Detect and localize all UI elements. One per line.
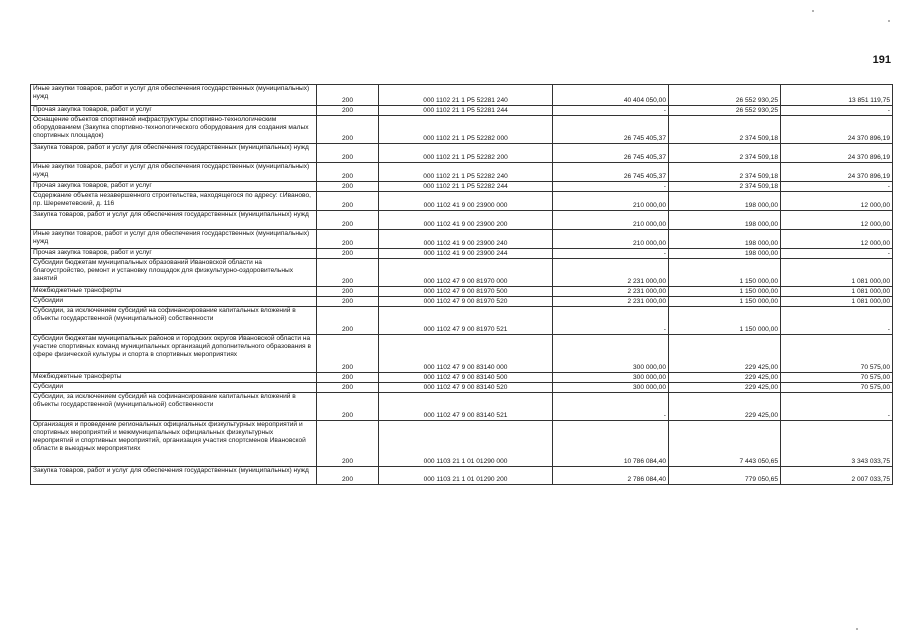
row-name: Иные закупки товаров, работ и услуг для обеспечения государственных (муниципальных) нужд xyxy=(31,163,317,182)
scan-speck xyxy=(856,628,858,630)
row-unexecuted-amount: 70 575,00 xyxy=(781,383,893,393)
row-approved-amount: - xyxy=(553,182,669,192)
row-unexecuted-amount: - xyxy=(781,307,893,335)
row-name: Межбюджетные трансферты xyxy=(31,373,317,383)
row-classification-code: 000 1102 21 1 P5 52282 244 xyxy=(379,182,553,192)
row-vr-code: 200 xyxy=(317,467,379,485)
row-executed-amount: 229 425,00 xyxy=(669,335,781,373)
row-vr-code: 200 xyxy=(317,383,379,393)
row-unexecuted-amount: - xyxy=(781,393,893,421)
row-executed-amount: 1 150 000,00 xyxy=(669,287,781,297)
table-row xyxy=(31,182,893,192)
row-approved-amount: 300 000,00 xyxy=(553,373,669,383)
row-name: Содержание объекта незавершенного строительства, находящегося по адресу: г.Иваново, пр. Шереметевский, д. 116 xyxy=(31,192,317,211)
table-row xyxy=(31,144,893,163)
row-unexecuted-amount: 70 575,00 xyxy=(781,373,893,383)
row-classification-code: 000 1102 41 9 00 23900 200 xyxy=(379,211,553,230)
row-executed-amount: 1 150 000,00 xyxy=(669,297,781,307)
row-vr-code: 200 xyxy=(317,192,379,211)
row-unexecuted-amount: 1 081 000,00 xyxy=(781,297,893,307)
row-executed-amount: 1 150 000,00 xyxy=(669,259,781,287)
row-vr-code: 200 xyxy=(317,85,379,106)
row-executed-amount: 2 374 509,18 xyxy=(669,144,781,163)
row-name: Закупка товаров, работ и услуг для обеспечения государственных (муниципальных) нужд xyxy=(31,211,317,230)
row-vr-code: 200 xyxy=(317,259,379,287)
page-number: 191 xyxy=(872,54,891,66)
row-executed-amount: 198 000,00 xyxy=(669,211,781,230)
row-vr-code: 200 xyxy=(317,249,379,259)
row-executed-amount: 198 000,00 xyxy=(669,192,781,211)
row-classification-code: 000 1103 21 1 01 01290 000 xyxy=(379,421,553,467)
row-approved-amount: 10 786 084,40 xyxy=(553,421,669,467)
row-vr-code: 200 xyxy=(317,287,379,297)
row-unexecuted-amount: 12 000,00 xyxy=(781,230,893,249)
row-classification-code: 000 1102 47 9 00 83140 500 xyxy=(379,373,553,383)
table-row xyxy=(31,393,893,421)
scan-speck xyxy=(888,20,890,22)
row-executed-amount: 198 000,00 xyxy=(669,230,781,249)
table-row xyxy=(31,383,893,393)
row-classification-code: 000 1102 41 9 00 23900 244 xyxy=(379,249,553,259)
row-approved-amount: 300 000,00 xyxy=(553,335,669,373)
table-row xyxy=(31,373,893,383)
row-unexecuted-amount: - xyxy=(781,249,893,259)
row-vr-code: 200 xyxy=(317,307,379,335)
row-name: Прочая закупка товаров, работ и услуг xyxy=(31,182,317,192)
row-approved-amount: 210 000,00 xyxy=(553,230,669,249)
row-classification-code: 000 1102 47 9 00 83140 520 xyxy=(379,383,553,393)
row-approved-amount: 2 786 084,40 xyxy=(553,467,669,485)
table-row xyxy=(31,335,893,373)
table-row xyxy=(31,85,893,106)
row-unexecuted-amount: 24 370 896,19 xyxy=(781,144,893,163)
row-executed-amount: 26 552 930,25 xyxy=(669,85,781,106)
row-classification-code: 000 1102 41 9 00 23900 240 xyxy=(379,230,553,249)
row-name: Иные закупки товаров, работ и услуг для обеспечения государственных (муниципальных) нужд xyxy=(31,230,317,249)
row-executed-amount: 229 425,00 xyxy=(669,393,781,421)
row-unexecuted-amount: 12 000,00 xyxy=(781,192,893,211)
row-classification-code: 000 1102 47 9 00 83140 521 xyxy=(379,393,553,421)
row-classification-code: 000 1102 21 1 P5 52282 200 xyxy=(379,144,553,163)
table-row xyxy=(31,192,893,211)
row-unexecuted-amount: - xyxy=(781,106,893,116)
row-executed-amount: 2 374 509,18 xyxy=(669,163,781,182)
row-approved-amount: 26 745 405,37 xyxy=(553,144,669,163)
table-row xyxy=(31,259,893,287)
row-name: Организация и проведение региональных официальных физкультурных мероприятий и спортивных мероприятий и межмуниципальных официальных физкультурных мероприятий и спортивных мероприятий, организация участия спортсменов Ивановской области в выездных мероприятиях xyxy=(31,421,317,467)
row-approved-amount: - xyxy=(553,106,669,116)
row-vr-code: 200 xyxy=(317,393,379,421)
row-unexecuted-amount: 1 081 000,00 xyxy=(781,259,893,287)
row-classification-code: 000 1102 47 9 00 81970 500 xyxy=(379,287,553,297)
row-executed-amount: 229 425,00 xyxy=(669,373,781,383)
row-name: Субсидии бюджетам муниципальных районов и городских округов Ивановской области на участие спортивных команд муниципальных организаций дополнительного образования в сфере физической культуры и спорта в спортивных мероприятиях xyxy=(31,335,317,373)
table-row xyxy=(31,421,893,467)
row-name: Закупка товаров, работ и услуг для обеспечения государственных (муниципальных) нужд xyxy=(31,144,317,163)
row-vr-code: 200 xyxy=(317,335,379,373)
row-executed-amount: 198 000,00 xyxy=(669,249,781,259)
table-row xyxy=(31,467,893,485)
table-row xyxy=(31,211,893,230)
row-vr-code: 200 xyxy=(317,421,379,467)
row-unexecuted-amount: 24 370 896,19 xyxy=(781,163,893,182)
row-approved-amount: 40 404 050,00 xyxy=(553,85,669,106)
table-row xyxy=(31,287,893,297)
row-unexecuted-amount: 2 007 033,75 xyxy=(781,467,893,485)
row-classification-code: 000 1102 47 9 00 81970 520 xyxy=(379,297,553,307)
table-row xyxy=(31,116,893,144)
row-name: Оснащение объектов спортивной инфраструктуры спортивно-технологическим оборудованием (Закупка спортивно-технологического оборудования для создания малых спортивных площадок) xyxy=(31,116,317,144)
row-name: Прочая закупка товаров, работ и услуг xyxy=(31,249,317,259)
row-executed-amount: 229 425,00 xyxy=(669,383,781,393)
row-approved-amount: 300 000,00 xyxy=(553,383,669,393)
row-classification-code: 000 1102 47 9 00 81970 000 xyxy=(379,259,553,287)
budget-execution-table xyxy=(30,84,893,485)
row-unexecuted-amount: 70 575,00 xyxy=(781,335,893,373)
row-approved-amount: 210 000,00 xyxy=(553,211,669,230)
row-vr-code: 200 xyxy=(317,211,379,230)
row-approved-amount: 2 231 000,00 xyxy=(553,287,669,297)
row-vr-code: 200 xyxy=(317,297,379,307)
row-classification-code: 000 1102 47 9 00 83140 000 xyxy=(379,335,553,373)
row-executed-amount: 26 552 930,25 xyxy=(669,106,781,116)
row-executed-amount: 779 050,65 xyxy=(669,467,781,485)
row-name: Межбюджетные трансферты xyxy=(31,287,317,297)
row-approved-amount: - xyxy=(553,249,669,259)
row-vr-code: 200 xyxy=(317,163,379,182)
row-approved-amount: 210 000,00 xyxy=(553,192,669,211)
row-classification-code: 000 1102 47 9 00 81970 521 xyxy=(379,307,553,335)
row-classification-code: 000 1102 21 1 P5 52281 244 xyxy=(379,106,553,116)
row-name: Субсидии xyxy=(31,297,317,307)
row-vr-code: 200 xyxy=(317,230,379,249)
row-unexecuted-amount: - xyxy=(781,182,893,192)
row-name: Закупка товаров, работ и услуг для обеспечения государственных (муниципальных) нужд xyxy=(31,467,317,485)
table-row xyxy=(31,163,893,182)
row-unexecuted-amount: 24 370 896,19 xyxy=(781,116,893,144)
row-approved-amount: 2 231 000,00 xyxy=(553,259,669,287)
row-name: Прочая закупка товаров, работ и услуг xyxy=(31,106,317,116)
row-unexecuted-amount: 13 851 119,75 xyxy=(781,85,893,106)
row-executed-amount: 2 374 509,18 xyxy=(669,116,781,144)
table-row xyxy=(31,106,893,116)
table-row xyxy=(31,307,893,335)
row-classification-code: 000 1102 21 1 P5 52281 240 xyxy=(379,85,553,106)
row-unexecuted-amount: 12 000,00 xyxy=(781,211,893,230)
row-classification-code: 000 1102 21 1 P5 52282 240 xyxy=(379,163,553,182)
table-row xyxy=(31,297,893,307)
row-vr-code: 200 xyxy=(317,144,379,163)
row-unexecuted-amount: 1 081 000,00 xyxy=(781,287,893,297)
row-executed-amount: 7 443 050,65 xyxy=(669,421,781,467)
row-classification-code: 000 1102 41 9 00 23900 000 xyxy=(379,192,553,211)
row-name: Субсидии бюджетам муниципальных образований Ивановской области на благоустройство, ремонт и установку площадок для физкультурно-оздоровительных занятий xyxy=(31,259,317,287)
row-approved-amount: 26 745 405,37 xyxy=(553,163,669,182)
row-vr-code: 200 xyxy=(317,182,379,192)
row-classification-code: 000 1102 21 1 P5 52282 000 xyxy=(379,116,553,144)
table-row xyxy=(31,230,893,249)
row-name: Субсидии, за исключением субсидий на софинансирование капитальных вложений в объекты государственной (муниципальной) собственности xyxy=(31,393,317,421)
table-body xyxy=(31,85,893,485)
row-name: Субсидии, за исключением субсидий на софинансирование капитальных вложений в объекты государственной (муниципальной) собственности xyxy=(31,307,317,335)
row-name: Иные закупки товаров, работ и услуг для обеспечения государственных (муниципальных) нужд xyxy=(31,85,317,106)
row-name: Субсидии xyxy=(31,383,317,393)
row-vr-code: 200 xyxy=(317,373,379,383)
row-executed-amount: 1 150 000,00 xyxy=(669,307,781,335)
row-approved-amount: 2 231 000,00 xyxy=(553,297,669,307)
row-approved-amount: - xyxy=(553,307,669,335)
row-vr-code: 200 xyxy=(317,116,379,144)
row-vr-code: 200 xyxy=(317,106,379,116)
row-executed-amount: 2 374 509,18 xyxy=(669,182,781,192)
row-unexecuted-amount: 3 343 033,75 xyxy=(781,421,893,467)
row-approved-amount: 26 745 405,37 xyxy=(553,116,669,144)
row-approved-amount: - xyxy=(553,393,669,421)
scan-speck xyxy=(812,10,814,12)
table-row xyxy=(31,249,893,259)
row-classification-code: 000 1103 21 1 01 01290 200 xyxy=(379,467,553,485)
